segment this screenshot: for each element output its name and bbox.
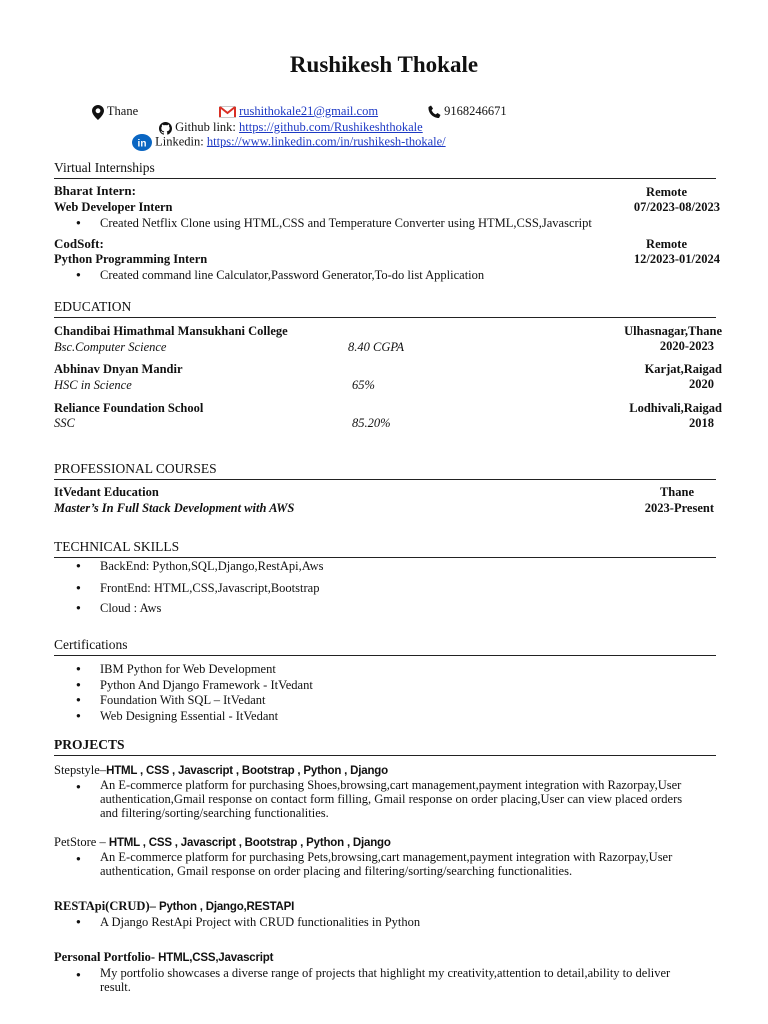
skill-item: ● BackEnd: Python,SQL,Django,RestApi,Aws: [100, 559, 324, 574]
education-heading: EDUCATION: [54, 299, 132, 314]
course-dates: 2023-Present: [644, 501, 714, 515]
section-divider: [54, 479, 716, 480]
internships-heading: Virtual Internships: [54, 160, 155, 175]
linkedin-row: [132, 134, 446, 151]
project-name: Personal Portfolio-: [54, 950, 156, 964]
email-link[interactable]: rushithokale21@gmail.com: [239, 104, 379, 118]
internship-location: Remote: [646, 185, 687, 199]
linkedin-label: Linkedin:: [155, 134, 204, 149]
education-score: 85.20%: [352, 416, 391, 430]
project-tech: HTML , CSS , Javascript , Bootstrap , Python , Django: [106, 765, 388, 777]
skills-heading: TECHNICAL SKILLS: [54, 539, 180, 554]
education-degree: SSC: [54, 416, 75, 430]
internship-role: Python Programming Intern: [54, 252, 208, 266]
project-name: Stepstyle–: [54, 763, 107, 777]
education-location: Karjat,Raigad: [644, 362, 722, 376]
internship-company: CodSoft:: [54, 236, 104, 251]
certification-item: ● IBM Python for Web Development: [100, 662, 276, 677]
internship-company: Bharat Intern:: [54, 183, 136, 198]
project-description: ● My portfolio showcases a diverse range of projects that highlight my creativity,attention to detail,ability to deliver result.: [100, 966, 700, 994]
section-divider: [54, 755, 716, 756]
section-divider: [54, 557, 716, 558]
internship-role: Web Developer Intern: [54, 200, 173, 214]
certification-item: ● Python And Django Framework - ItVedant: [100, 678, 313, 693]
course-location: Thane: [659, 485, 694, 499]
education-location: Ulhasnagar,Thane: [624, 324, 722, 338]
internship-bullet: ● Created Netflix Clone using HTML,CSS and Temperature Converter using HTML,CSS,Javascript: [100, 216, 592, 231]
projects-heading: PROJECTS: [54, 737, 125, 752]
github-icon: [159, 122, 172, 135]
location-text: Thane: [106, 104, 139, 118]
github-link[interactable]: https://github.com/Rushikeshthokale: [239, 120, 423, 134]
location-pin-icon: [92, 105, 104, 120]
project-title: [54, 835, 391, 850]
phone-row: [428, 104, 507, 119]
internship-dates: 12/2023-01/2024: [633, 252, 720, 266]
section-divider: [54, 178, 716, 179]
certification-item: ● Foundation With SQL – ItVedant: [100, 693, 265, 708]
courses-heading: PROFESSIONAL COURSES: [54, 461, 217, 476]
project-name: PetStore –: [54, 835, 106, 849]
education-school: Reliance Foundation School: [54, 401, 204, 415]
course-institute: ItVedant Education: [54, 485, 159, 499]
course-title: Master’s In Full Stack Development with AWS: [54, 501, 295, 515]
education-degree: HSC in Science: [54, 378, 132, 392]
skill-item: ● FrontEnd: HTML,CSS,Javascript,Bootstrap: [100, 581, 319, 596]
project-title: [54, 763, 388, 778]
education-degree: Bsc.Computer Science: [54, 340, 167, 354]
svg-text:in: in: [137, 138, 147, 150]
internship-dates: 07/2023-08/2023: [633, 200, 720, 214]
education-school: Abhinav Dnyan Mandir: [54, 362, 183, 376]
phone-text: 9168246671: [444, 104, 507, 118]
education-score: 8.40 CGPA: [348, 340, 405, 354]
project-title: [54, 899, 294, 914]
project-tech: HTML , CSS , Javascript , Bootstrap , Python , Django: [108, 837, 391, 849]
certifications-heading: Certifications: [54, 637, 128, 652]
internship-bullet: ● Created command line Calculator,Password Generator,To-do list Application: [100, 268, 484, 283]
education-score: 65%: [352, 378, 375, 392]
education-year: 2020-2023: [659, 339, 714, 353]
project-name: RESTApi(CRUD)–: [54, 899, 156, 913]
education-year: 2020: [689, 377, 714, 391]
education-year: 2018: [689, 416, 714, 430]
location-row: [92, 104, 138, 120]
project-tech: Python , Django,RESTAPI: [159, 901, 295, 913]
gmail-icon: [219, 106, 236, 118]
project-tech: HTML,CSS,Javascript: [158, 952, 274, 964]
github-row: [159, 120, 423, 135]
resume-name: Rushikesh Thokale: [289, 52, 479, 77]
project-description: ● An E-commerce platform for purchasing Shoes,browsing,cart management,payment integration with Razorpay,User authentication,Gmail response on contact form filling, Gmail response on order placing,User can view placed orders and filtering/sorting/searching functionalities.: [100, 778, 700, 820]
certification-item: ● Web Designing Essential - ItVedant: [100, 709, 278, 724]
education-school: Chandibai Himathmal Mansukhani College: [54, 324, 288, 338]
github-label: Github link:: [175, 120, 236, 134]
project-description: ● An E-commerce platform for purchasing Pets,browsing,cart management,payment integration with Razorpay,User authentication, Gmail response on order placing and filtering/sorting/searching functionalities.: [100, 850, 700, 878]
linkedin-link[interactable]: https://www.linkedin.com/in/rushikesh-thokale/: [206, 134, 446, 149]
email-row: [219, 104, 378, 119]
section-divider: [54, 655, 716, 656]
internship-location: Remote: [646, 237, 687, 251]
linkedin-icon: [132, 134, 152, 151]
phone-icon: [428, 105, 441, 119]
project-description: ● A Django RestApi Project with CRUD functionalities in Python: [100, 915, 420, 930]
section-divider: [54, 317, 716, 318]
education-location: Lodhivali,Raigad: [629, 401, 722, 415]
project-title: [54, 950, 273, 965]
skill-item: ● Cloud : Aws: [100, 601, 161, 616]
